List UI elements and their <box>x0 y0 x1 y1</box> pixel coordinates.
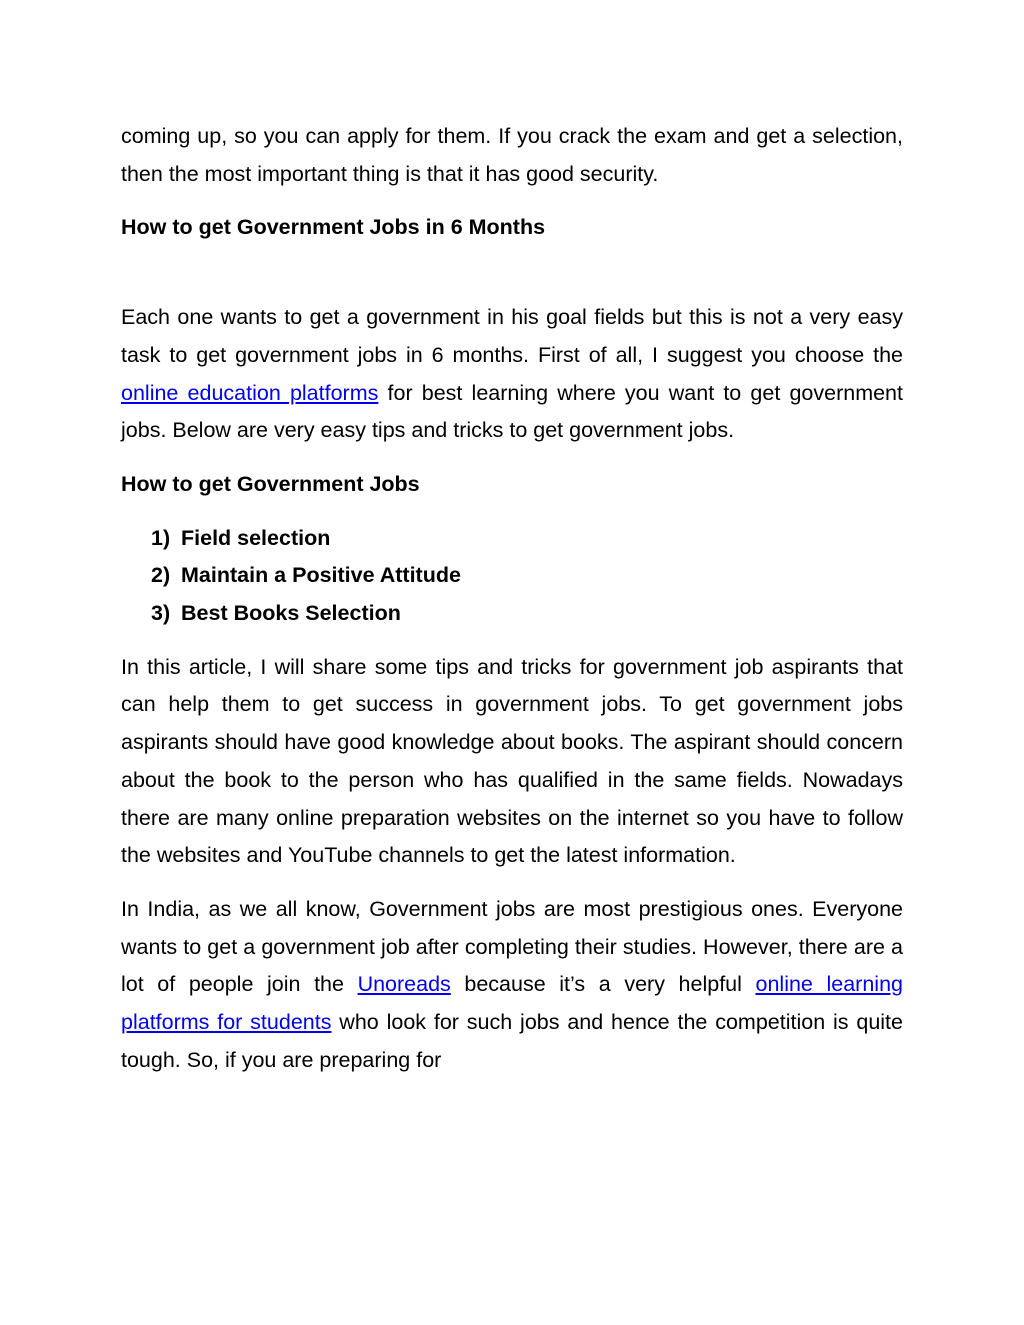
paragraph-india-text-2: because it’s a very helpful <box>450 972 756 997</box>
link-unoreads[interactable]: Unoreads <box>357 972 451 997</box>
paragraph-india-text-1: In India, as we all know, Government jobs are most prestigious ones. Everyone wants to get a government job after completing their studies. However, there are a lot of people join the <box>121 896 903 997</box>
list-item-label: Maintain a Positive Attitude <box>181 563 461 588</box>
heading-6-months: How to get Government Jobs in 6 Months <box>121 215 546 240</box>
link-online-education-platforms[interactable]: online education platforms <box>121 380 379 405</box>
list-item <box>151 595 903 633</box>
paragraph-india-text-3: who look for such jobs and hence the competition is quite tough. So, if you are preparing for <box>121 1010 903 1072</box>
paragraph-intro-continued: coming up, so you can apply for them. If you crack the exam and get a selection, then the most important thing is that it has good security. <box>121 124 903 186</box>
paragraph-article: In this article, I will share some tips and tricks for government job aspirants that can help them to get success in government jobs. To get government jobs aspirants should have good knowledge about books. The aspirant should concern about the book to the person who has qualified in the same fields. Nowadays there are many online preparation websites on the internet so you have to follow the websites and YouTube channels to get the latest information. <box>121 654 903 868</box>
paragraph-each-one-text-after: for best learning where you want to get government jobs. Below are very easy tips and tricks to get government jobs. <box>121 380 903 443</box>
steps-list <box>121 520 903 633</box>
link-online-learning-platforms[interactable]: online learning platforms for students <box>121 972 903 1035</box>
list-item <box>151 520 903 558</box>
paragraph-each-one-text-before: Each one wants to get a government in his goal fields but this is not a very easy task to get government jobs in 6 months. First of all, I suggest you choose the <box>121 305 903 367</box>
paragraph-india <box>121 891 903 1080</box>
list-item <box>151 557 903 595</box>
list-item-number: 1) <box>151 525 171 550</box>
list-item-label: Best Books Selection <box>181 601 401 626</box>
document-page <box>121 118 903 1079</box>
list-item-label: Field selection <box>181 525 331 550</box>
list-item-number: 3) <box>151 601 171 626</box>
heading-how-to-get-jobs: How to get Government Jobs <box>121 471 420 496</box>
paragraph-each-one <box>121 299 903 450</box>
list-item-number: 2) <box>151 563 171 588</box>
